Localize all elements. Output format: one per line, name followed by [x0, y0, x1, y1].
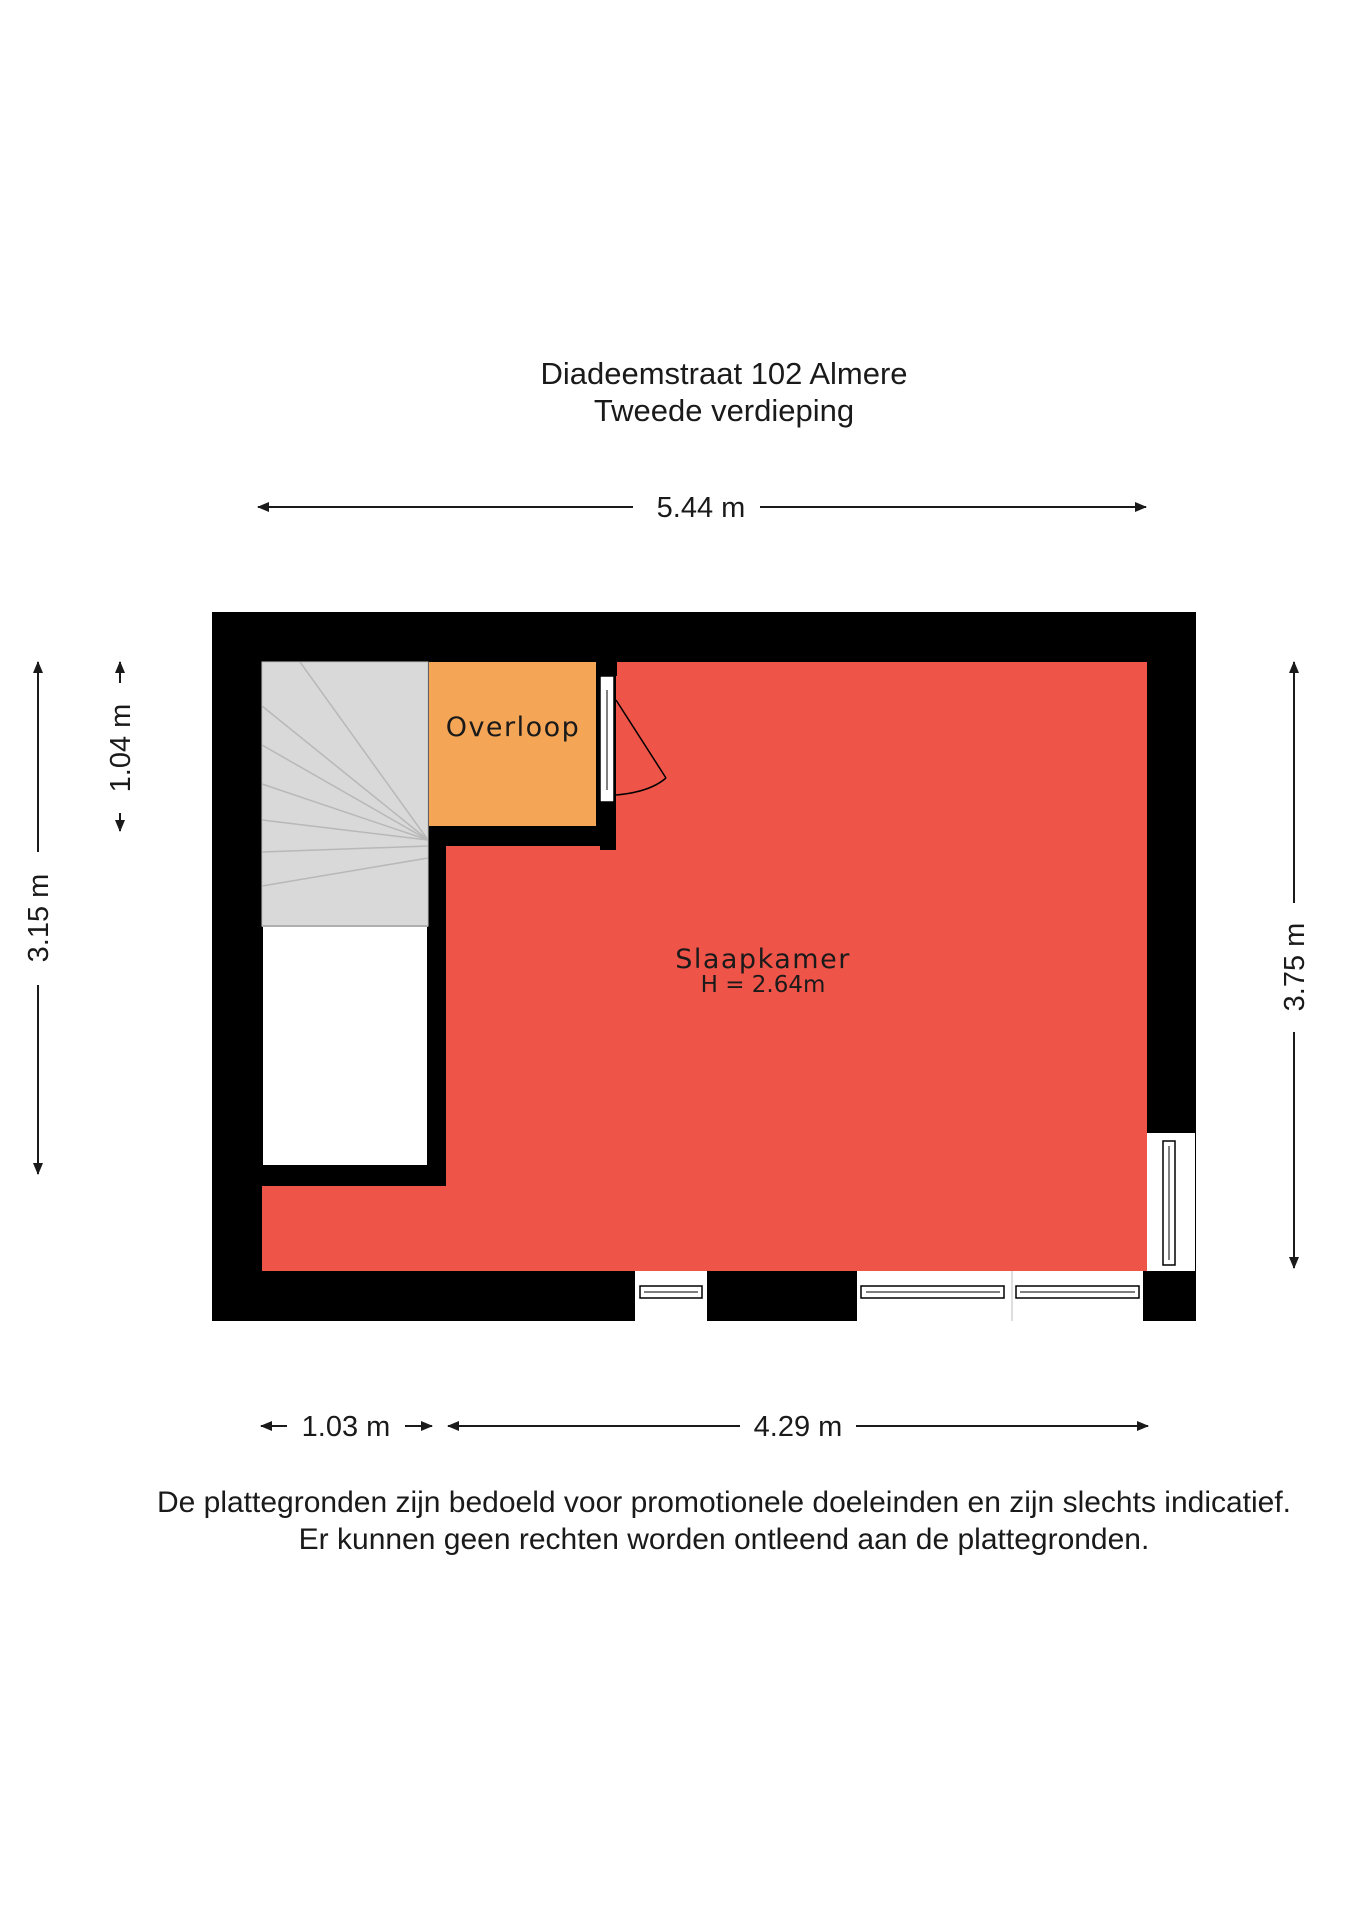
disclaimer-line-1: De plattegronden zijn bedoeld voor promotionele doeleinden en zijn slechts indicatief.	[156, 1486, 1292, 1519]
dimension-bottom-right-label: 4.29 m	[753, 1411, 843, 1443]
dimension-bottom-left-label: 1.03 m	[301, 1411, 391, 1443]
window-bottom-left	[635, 1271, 707, 1321]
room-overloop	[429, 662, 596, 826]
dimension-bottom-right	[448, 1411, 1148, 1443]
dimension-top-width-label: 5.44 m	[656, 492, 746, 524]
disclaimer-line-2: Er kunnen geen rechten worden ontleend aan de plattegronden.	[298, 1523, 1150, 1556]
room-overloop-label: Overloop	[445, 712, 581, 743]
dimension-bottom-left	[261, 1411, 432, 1443]
window-right	[1147, 1133, 1195, 1271]
inner-wall-overloop-bottom	[428, 828, 616, 846]
dimension-left-height-label: 3.15 m	[23, 873, 55, 963]
floor-title: Tweede verdieping	[593, 393, 855, 428]
dimension-left-inner-height-label: 1.04 m	[105, 703, 137, 793]
disclaimer	[0, 1484, 1358, 1558]
dimension-left-inner-height	[105, 662, 137, 831]
dimension-right-height	[1279, 662, 1311, 1268]
inner-wall-void-right	[428, 828, 446, 1186]
address-title: Diadeemstraat 102 Almere	[540, 356, 908, 391]
staircase	[262, 662, 428, 926]
window-bottom-right	[857, 1271, 1143, 1321]
dimension-right-height-label: 3.75 m	[1279, 922, 1311, 1012]
dimension-top-width	[258, 492, 1146, 524]
room-slaapkamer-label: Slaapkamer	[675, 944, 851, 975]
room-slaapkamer-height: H = 2.64m	[700, 972, 826, 998]
inner-wall-void-bottom	[262, 1166, 446, 1186]
dimension-left-height	[23, 662, 55, 1174]
void-area	[263, 927, 427, 1165]
